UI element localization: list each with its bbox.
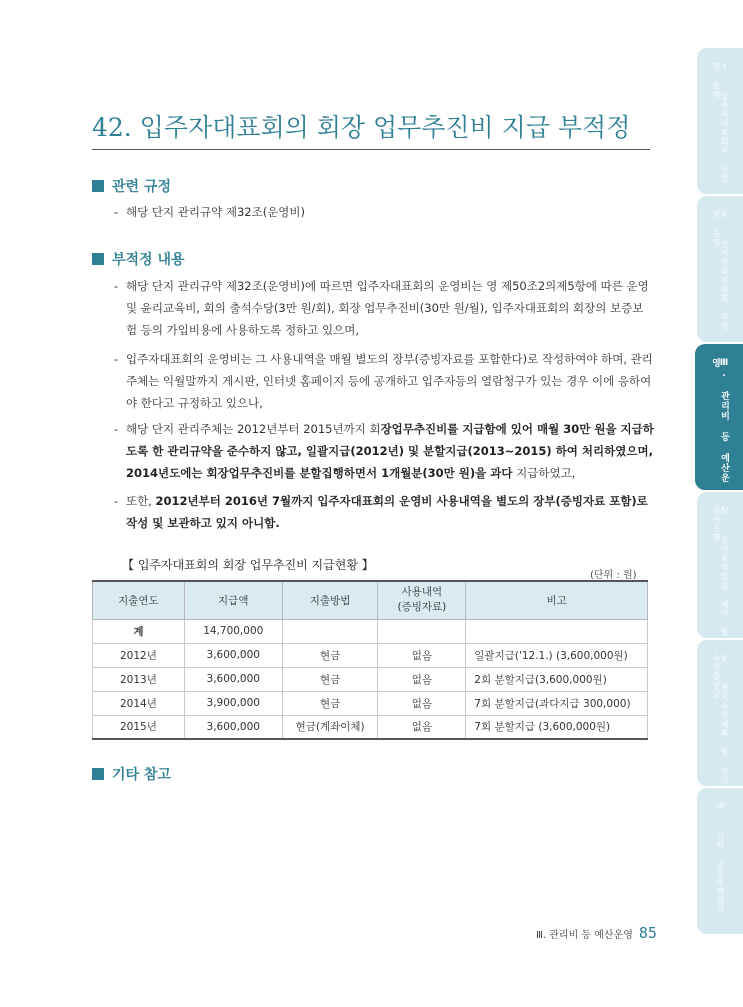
empty-cell	[282, 619, 378, 643]
table-header-row	[93, 581, 648, 619]
issues-item-3-tail: 지급하였고,	[512, 466, 576, 480]
total-amount: 14,700,000	[184, 619, 282, 643]
cell-usage: 없음	[378, 667, 466, 691]
cell-year: 2014년	[93, 691, 185, 715]
cell-year: 2013년	[93, 667, 185, 691]
section-square-icon	[92, 180, 104, 192]
table-unit: (단위 : 원)	[590, 570, 637, 581]
dash-icon: -	[114, 279, 119, 293]
page-footer	[536, 924, 657, 942]
cell-usage: 없음	[378, 691, 466, 715]
issues-item-3-bold: 장업무추진비를 지급함에 있어 매월 30만 원을 지급하도록 한 관리규약을 준수하지 않고, 일괄지급(2012년) 및 분할지급(2013~2015) 하여 처리하였으며, 2014년도에는 회장업무추진비를 분할집행하면서 1개월분(30만 원)을 과다	[126, 422, 654, 480]
rules-item-text: 해당 단지 관리규약 제32조(운영비)	[126, 205, 305, 219]
side-tab-1[interactable]	[697, 48, 743, 194]
header-usage: 사용내역 (증빙자료)	[378, 581, 466, 619]
issues-item-1	[114, 275, 654, 341]
dash-icon: -	[114, 205, 119, 219]
section-label: 기타 참고	[112, 767, 171, 783]
cell-amount: 3,900,000	[184, 691, 282, 715]
table-row	[93, 715, 648, 739]
title-divider	[92, 149, 650, 150]
table-row	[93, 691, 648, 715]
cell-method: 현금	[282, 643, 378, 667]
section-issues-heading	[92, 249, 185, 269]
header-method: 지출방법	[282, 581, 378, 619]
cell-method: 현금	[282, 667, 378, 691]
issues-item-text: 해당 단지 관리규약 제32조(운영비)에 따르면 입주자대표회의 운영비는 영 제50조2의제5항에 따른 운영 및 윤리교육비, 회의 출석수당(3만 원/회), 회장 업무추진비(30만 원/월), 입주자대표회의 회장의 보증보험 등의 가입비용에 사용하도록 정하고 있으며,	[126, 279, 649, 337]
empty-cell	[466, 619, 648, 643]
side-tab-2[interactable]	[697, 196, 743, 342]
side-tab-label: Ⅰ. 입주자대표회의 구성 및 운영	[712, 62, 729, 183]
cell-method: 현금	[282, 691, 378, 715]
cell-note: 7회 분할지급 (3,600,000원)	[466, 715, 648, 739]
section-other-heading	[92, 764, 171, 784]
expense-table	[92, 580, 648, 740]
cell-note: 7회 분할지급(과다지급 300,000)	[466, 691, 648, 715]
header-year: 지출연도	[93, 581, 185, 619]
side-tab-label: Ⅳ. 공사용역입찰 계약 및 공사수행	[712, 506, 729, 637]
side-tab-label: Ⅴ. 장기수선계획 및 장기수선충당금	[712, 654, 729, 785]
cell-method: 현금(계좌이체)	[282, 715, 378, 739]
section-square-icon	[92, 768, 104, 780]
cell-amount: 3,600,000	[184, 643, 282, 667]
side-tab-label: Ⅱ. 선거관리위원회 구성 및 운영	[712, 210, 729, 331]
issues-item-text	[114, 418, 654, 484]
header-note: 비고	[466, 581, 648, 619]
section-square-icon	[92, 253, 104, 265]
issues-item-4-bold: 2012년부터 2016년 7월까지 입주자대표회의 운영비 사용내역을 별도의 장부(증빙자료 포함)로 작성 및 보관하고 있지 아니함.	[126, 494, 648, 530]
empty-cell	[378, 619, 466, 643]
total-label: 계	[93, 619, 185, 643]
dash-icon: -	[114, 422, 119, 436]
page-number: 85	[638, 924, 657, 942]
rules-item	[114, 201, 654, 223]
issues-item-text: 입주자대표회의 운영비는 그 사용내역을 매월 별도의 장부(증빙자료를 포함한다)로 작성하여야 하며, 관리주체는 익월말까지 게시판, 인터넷 홈페이지 등에 공개하고 입주자등의 열람청구가 있는 경우 이에 응하여야 한다고 규정하고 있으나,	[126, 352, 653, 410]
table-caption: 【 입주자대표회의 회장 업무추진비 지급현황 】	[122, 558, 374, 572]
issues-item-3	[114, 418, 654, 484]
table-row	[93, 667, 648, 691]
table-total-row	[93, 619, 648, 643]
cell-usage: 없음	[378, 643, 466, 667]
cell-year: 2015년	[93, 715, 185, 739]
side-tab-6[interactable]	[697, 788, 743, 934]
issues-item-4	[114, 490, 654, 534]
cell-note: 2회 분할지급(3,600,000원)	[466, 667, 648, 691]
issues-item-text	[114, 490, 654, 534]
side-tab-4[interactable]	[697, 492, 743, 638]
cell-year: 2012년	[93, 643, 185, 667]
side-tab-5[interactable]	[697, 640, 743, 786]
cell-amount: 3,600,000	[184, 715, 282, 739]
section-rules-heading	[92, 176, 171, 196]
side-tab-label: Ⅵ. 기타 공동주택관리	[716, 802, 725, 914]
side-tab-label: Ⅲ. 관리비 등 예산운영	[710, 358, 729, 483]
footer-section: Ⅲ. 관리비 등 예산운영	[536, 930, 633, 941]
side-tab-3[interactable]	[695, 344, 743, 490]
table-row	[93, 643, 648, 667]
issues-item-2	[114, 348, 654, 414]
issues-item-4-plain: 또한,	[126, 494, 156, 508]
page-title: 42. 입주자대표회의 회장 업무추진비 지급 부적정	[92, 113, 631, 142]
dash-icon: -	[114, 352, 119, 366]
cell-note: 일괄지급('12.1.) (3,600,000원)	[466, 643, 648, 667]
section-label: 부적정 내용	[112, 252, 185, 268]
cell-amount: 3,600,000	[184, 667, 282, 691]
header-amount: 지급액	[184, 581, 282, 619]
dash-icon: -	[114, 494, 119, 508]
section-label: 관련 규정	[112, 179, 171, 195]
cell-usage: 없음	[378, 715, 466, 739]
issues-item-3-plain: 해당 단지 관리주체는 2012년부터 2015년까지 회	[126, 422, 381, 436]
